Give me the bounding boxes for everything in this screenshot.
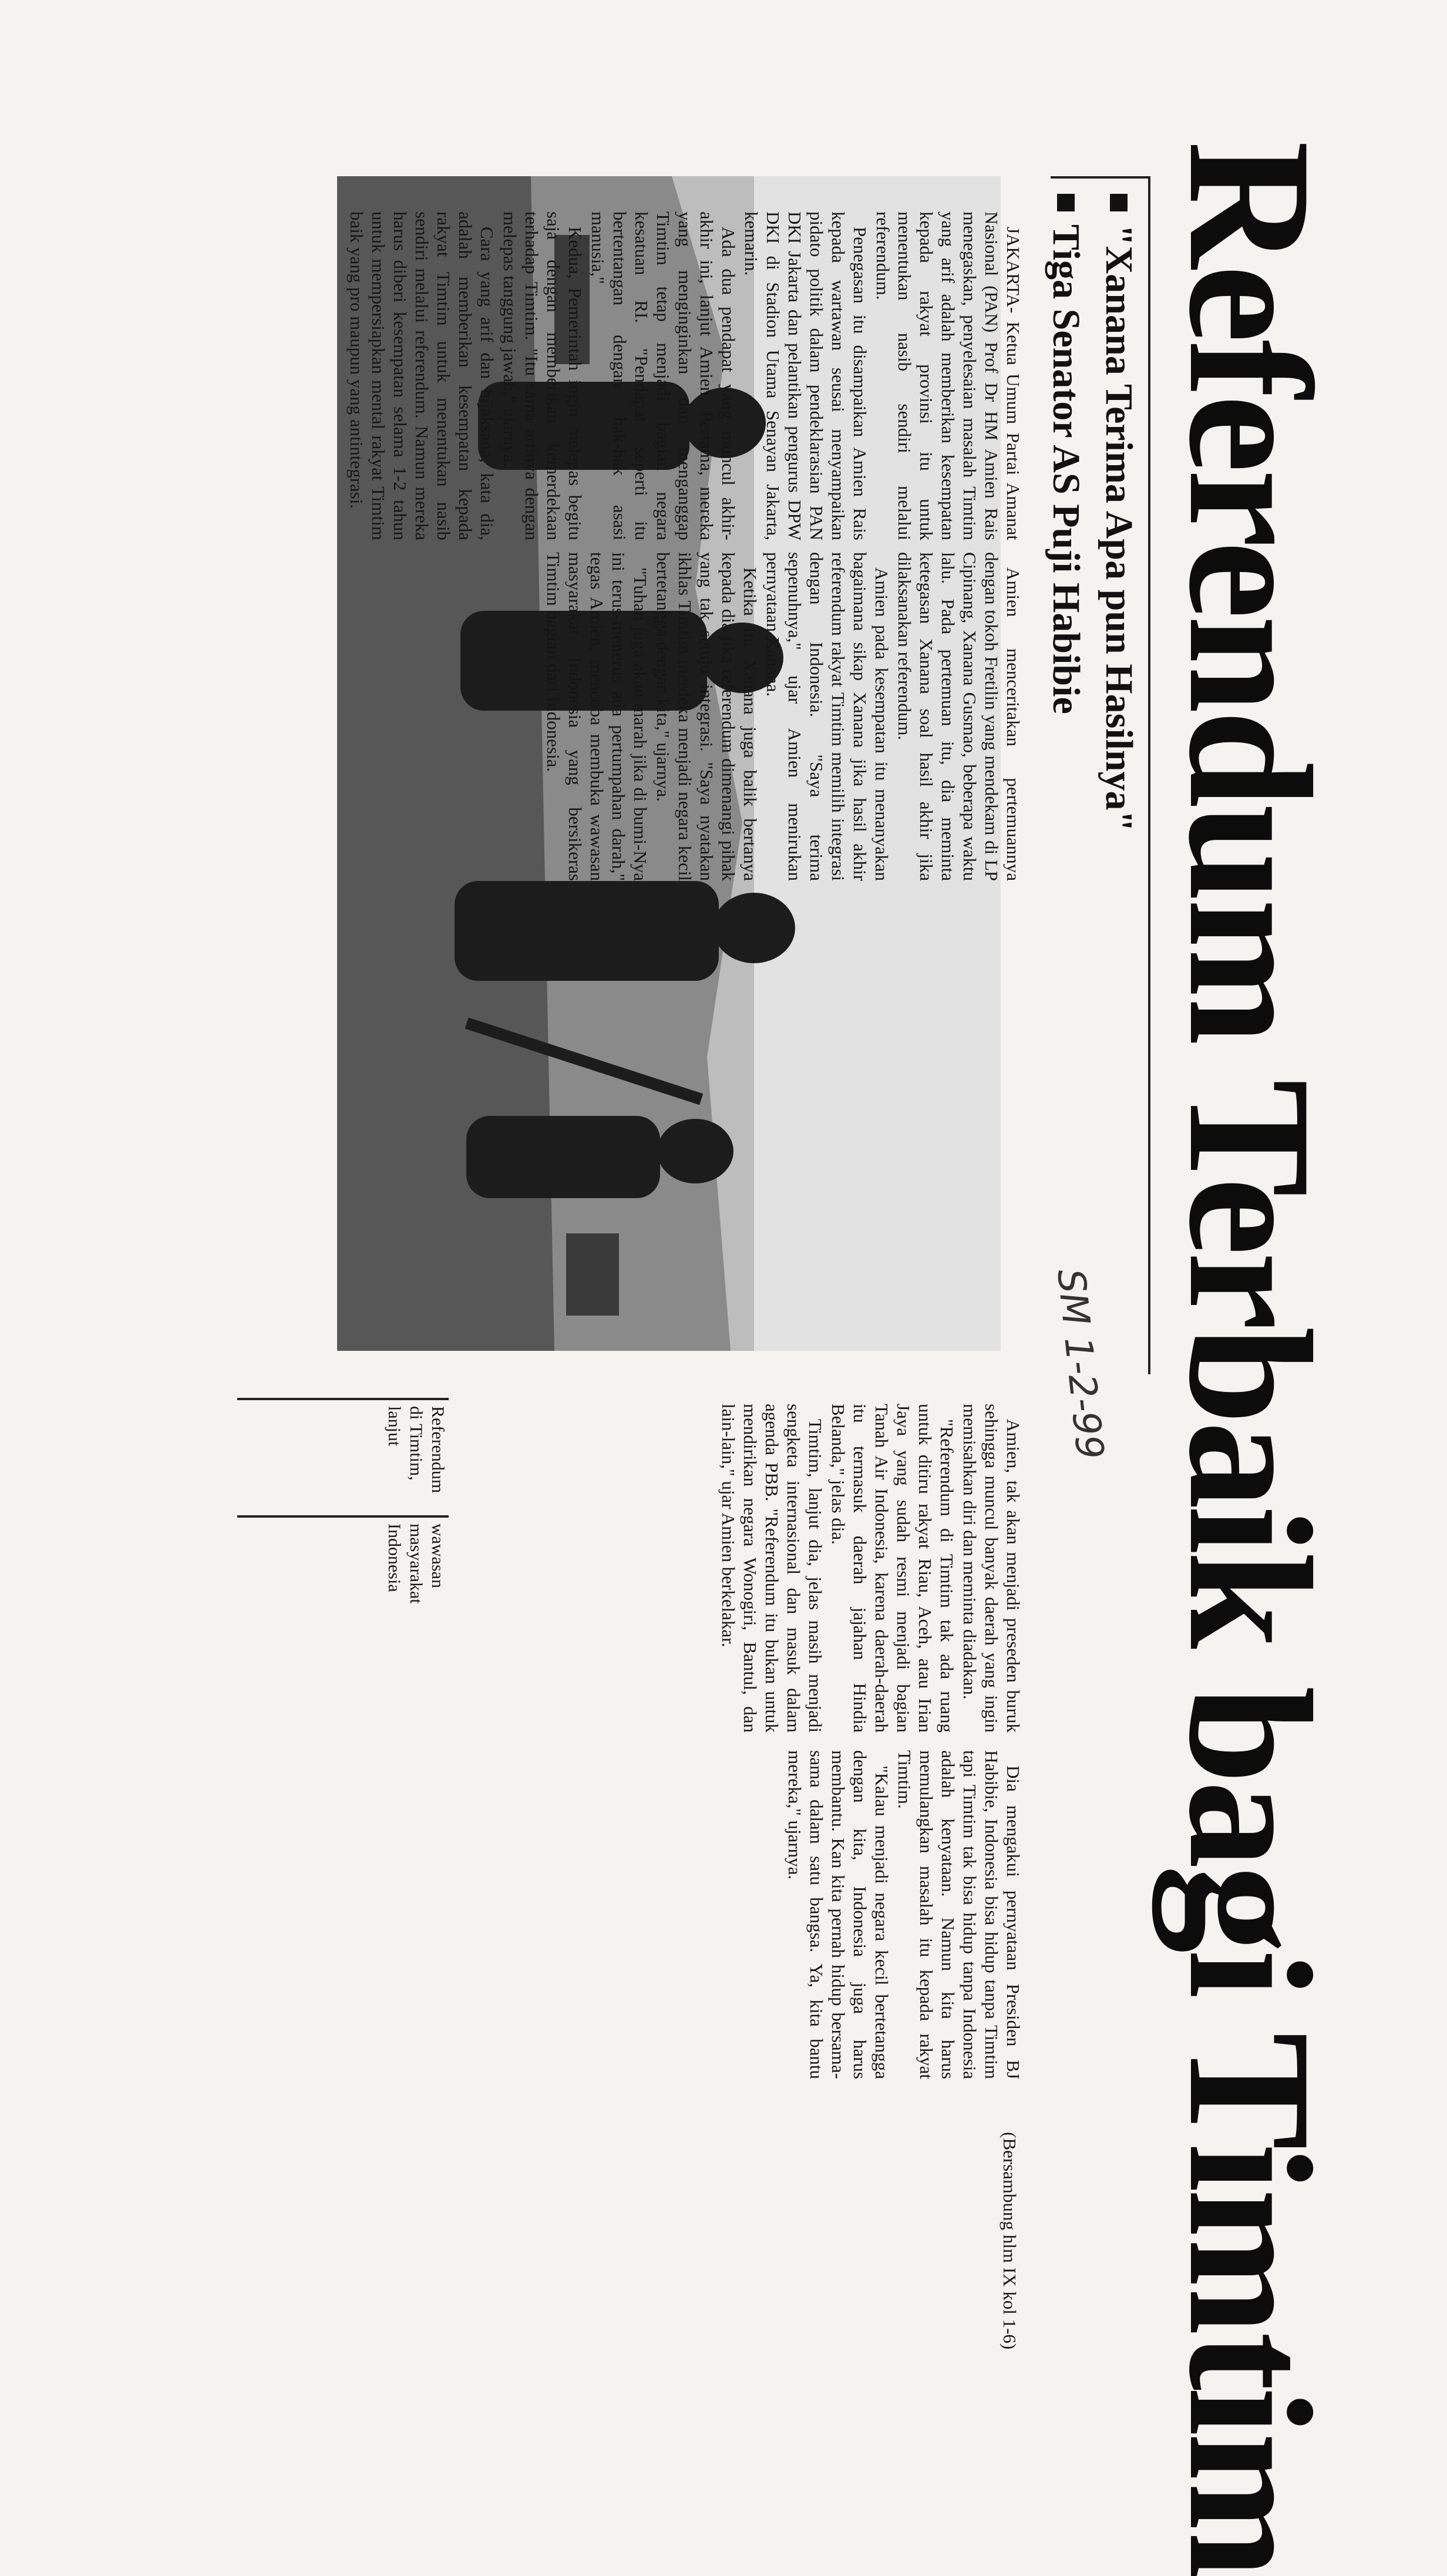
subhead-text: Tiga Senator AS Puji Habibie xyxy=(1045,224,1088,714)
boxed-text-left: Referendum di Timtim, lanjut xyxy=(237,1398,449,1509)
paragraph: Penegasan itu disampaikan Amien Rais kepada wartawan seusai menyampaikan pidato politik dalam pendeklarasian PAN DKI Jakarta dan pelantikan pengurus DPW DKI di Stadion Utama Senayan Jakarta, kemarin. xyxy=(741,211,870,540)
subhead-senator xyxy=(1043,194,1089,714)
frame-rule-horizontal xyxy=(1148,176,1150,1374)
paragraph: Kedua, Pemerintah ingin melepas begitu saja dengan memberikan kemerdekaan terhadap Timtim. "Itu sama artinya dengan melepas tanggung jawab," ujarnya. xyxy=(500,211,585,540)
paragraph: Amien menceritakan pertemuannya dengan tokoh Fretilin yang mendekam di LP Cipinang, Xanana Gusmao, beberapa waktu lalu. Pada pertemuan itu, dia meminta ketegasan Xanana soal hasil akhir jika dilaksanakan referendum. xyxy=(894,552,1024,881)
bullet-square-icon xyxy=(1110,194,1128,211)
headline: Referendum Terbaik bagi Timtim xyxy=(1153,141,1348,2576)
paragraph: "Referendum di Timtim tak ada ruang untuk ditiru rakyat Riau, Aceh, atau Irian Jaya yang sudah resmi menjadi bagian Tanah Air Indonesia, karena daerah-daerah itu termasuk daerah jajahan Hindia Belanda," jelas dia. xyxy=(828,1404,957,1733)
bullet-square-icon xyxy=(1057,194,1075,211)
paragraph: Cara yang arif dan bijaksana, kata dia, adalah memberikan kesempatan kepada rakyat Timtim untuk menentukan nasib sendiri melalui referendum. Namun mereka harus diberi kesempatan selama 1-2 tahun untuk mempersiapkan mental rakyat Timtim baik yang pro maupun yang antintegrasi. xyxy=(346,211,497,540)
continuation-note: (Bersambung hlm IX kol 1-6) xyxy=(1000,2132,1020,2350)
frame-rule-vertical xyxy=(1051,176,1150,179)
paragraph: "Kalau menjadi negara kecil bertetangga dengan kita, Indonesia juga harus membantu. Kan kita pernah hidup bersama-sama dalam satu bangsa. Ya, kita bantu mereka," ujarnya. xyxy=(785,1750,892,2079)
subhead-text: "Xanana Terima Apa pun Hasilnya" xyxy=(1098,224,1140,832)
subhead-xanana xyxy=(1096,194,1142,832)
paragraph: Amien pada kesempatan itu menanyakan bagaimana sikap Xanana jika hasil akhir referendum rakyat Timtim memilih integrasi dengan Indonesia. "Saya terima sepenuhnya," ujar Amien menirukan pernyataan Xanana. xyxy=(763,552,892,881)
article-column-4 xyxy=(783,1750,1024,2079)
article-column-5 xyxy=(998,2097,1024,2426)
paragraph: JAKARTA- Ketua Umum Partai Amanat Nasional (PAN) Prof Dr HM Amien Rais menegaskan, penyelesaian masalah Timtim yang arif adalah memberikan kesempatan kepada rakyat provinsi itu untuk menentukan nasib sendiri melalui referendum. xyxy=(873,211,1024,540)
paragraph: Ada dua pendapat yang muncul akhir-akhir ini, lanjut Amien. Pertama, mereka yang menginginkan dan menganggap Timtim tetap menjadi bagian negara kesatuan RI. "Pendapat seperti itu bertentangan dengan hak-hak asasi manusia," xyxy=(588,211,739,540)
paragraph: Dia mengakui pernyataan Presiden BJ Habibie, Indonesia bisa hidup tanpa Timtim tapi Timtim tak bisa hidup tanpa Indonesia adalah kenyataan. Namun kita harus memulangkan masalah itu kepada rakyat Timtim. xyxy=(894,1750,1024,2079)
handwritten-date-note: SM 1-2-99 xyxy=(1048,1267,1112,1462)
article-column-1 xyxy=(345,211,1024,540)
paragraph: Timtim, lanjut dia, jelas masih menjadi sengketa internasional dan masuk dalam agenda PBB. "Referendum itu bukan untuk mendirikan negara Wonogiri, Bantul, dan lain-lain," ujar Amien berkelakar. xyxy=(718,1404,826,1733)
paragraph: "Tuhan juga akan marah jika di bumi-Nya ini terus-menerus ada pertumpahan darah," tegas Amien, mencoba membuka wawasan masyarakat Indonesia yang bersikeras Timtim bagian dari Indonesia. xyxy=(543,552,651,881)
article-column-2 xyxy=(541,552,1024,881)
boxed-text-right: wawasan masyarakat Indonesia xyxy=(237,1515,449,1626)
paragraph: Ketika itu Xanana juga balik bertanya kepada dia jika referendum dimenangi pihak yang tak setuju integrasi. "Saya nyatakan ikhlas Timtim merdeka menjadi negara kecil bertetangga dengan kita," ujarnya. xyxy=(653,552,760,881)
article-column-3 xyxy=(716,1404,1024,1733)
paragraph: Amien, tak akan menjadi preseden buruk sehingga muncul banyak daerah yang ingin memisahkan diri dan meminta diadakan. xyxy=(960,1404,1024,1733)
